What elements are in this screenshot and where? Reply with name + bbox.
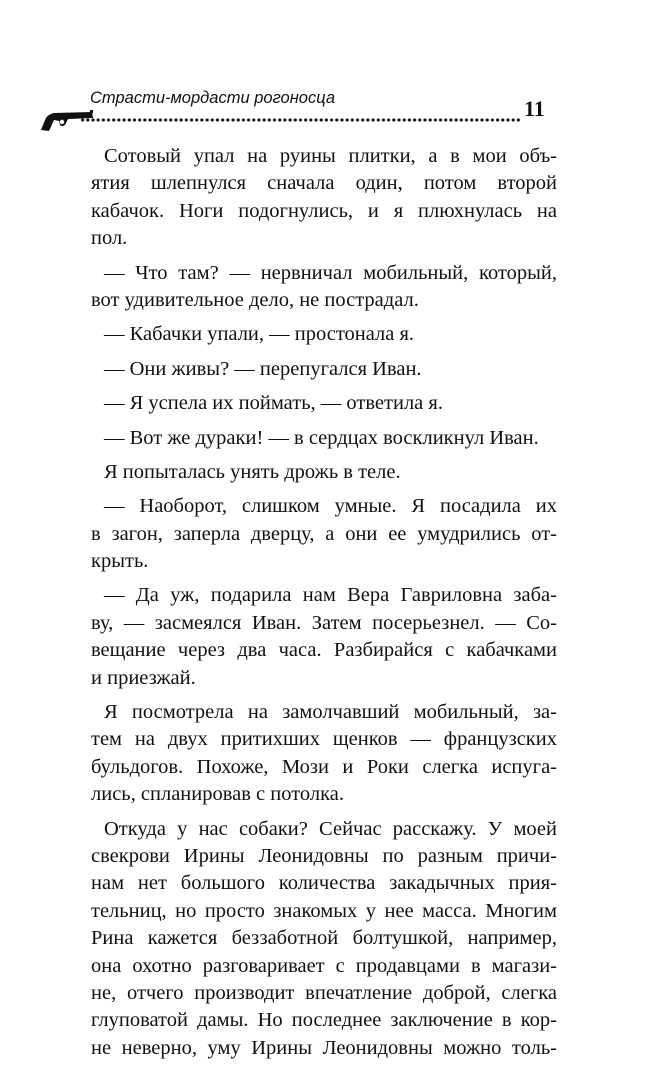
text-line: Сотовый упал на руины плитки, а в мои объ- xyxy=(104,145,557,167)
text-line: вещание через два часа. Разбирайся с кабачками xyxy=(91,639,557,662)
text-line: — Кабачки упали, — простонала я. xyxy=(104,323,415,346)
text-line: тельниц, но просто знакомых у нее масса. Многим xyxy=(91,899,557,922)
text-line: бульдогов. Похоже, Мози и Роки слегка испуга- xyxy=(91,755,557,778)
text-line: ву, — засмеялся Иван. Затем посерьезнел. — Со- xyxy=(91,611,557,634)
text-line: — Наоборот, слишком умные. Я посадила их xyxy=(104,495,557,518)
page-number: 11 xyxy=(524,96,545,121)
text-line: пол. xyxy=(91,227,128,250)
text-line: тем на двух притихших щенков — французских xyxy=(91,728,557,751)
text-line: и приезжай. xyxy=(91,666,196,689)
body-text xyxy=(91,143,557,1062)
page-header xyxy=(40,86,560,136)
text-line: — Я успела их поймать, — ответила я. xyxy=(104,392,443,415)
running-title: Страсти-мордасти рогоносца xyxy=(90,89,335,107)
text-line: — Что там? — нервничал мобильный, который, xyxy=(104,261,557,284)
text-line: она охотно разговаривает с продавцами в магази- xyxy=(91,954,557,977)
text-line: Я посмотрела на замолчавший мобильный, за- xyxy=(104,701,557,724)
text-line: лись, спланировав с потолка. xyxy=(91,783,344,806)
text-line: Рина кажется беззаботной болтушкой, например, xyxy=(91,927,557,950)
text-line: нам нет большого количества закадычных прия- xyxy=(91,872,557,895)
text-line: Откуда у нас собаки? Сейчас расскажу. У моей xyxy=(104,817,557,840)
text-line: ятия шлепнулся сначала один, потом второй xyxy=(91,172,557,195)
dotted-rule xyxy=(80,118,520,122)
text-line: не неверно, уму Ирины Леонидовны можно толь- xyxy=(91,1036,557,1059)
text-line: глуповатой дамы. Но последнее заключение в кор- xyxy=(91,1009,557,1032)
text-line: не, отчего производит впечатление доброй, слегка xyxy=(91,981,557,1004)
text-line: вот удивительное дело, не пострадал. xyxy=(91,288,419,311)
text-line: — Вот же дураки! — в сердцах воскликнул Иван. xyxy=(104,426,539,449)
text-line: крыть. xyxy=(91,550,149,573)
text-line: кабачок. Ноги подогнулись, и я плюхнулась на xyxy=(91,199,557,222)
text-line: — Они живы? — перепугался Иван. xyxy=(104,357,422,380)
text-line: в загон, заперла дверцу, а они ее умудрились от- xyxy=(91,522,557,545)
text-line: — Да уж, подарила нам Вера Гавриловна заба- xyxy=(104,584,557,607)
text-line: Я попыталась унять дрожь в теле. xyxy=(104,460,401,483)
text-line: свекрови Ирины Леонидовны по разным причи- xyxy=(91,844,557,867)
